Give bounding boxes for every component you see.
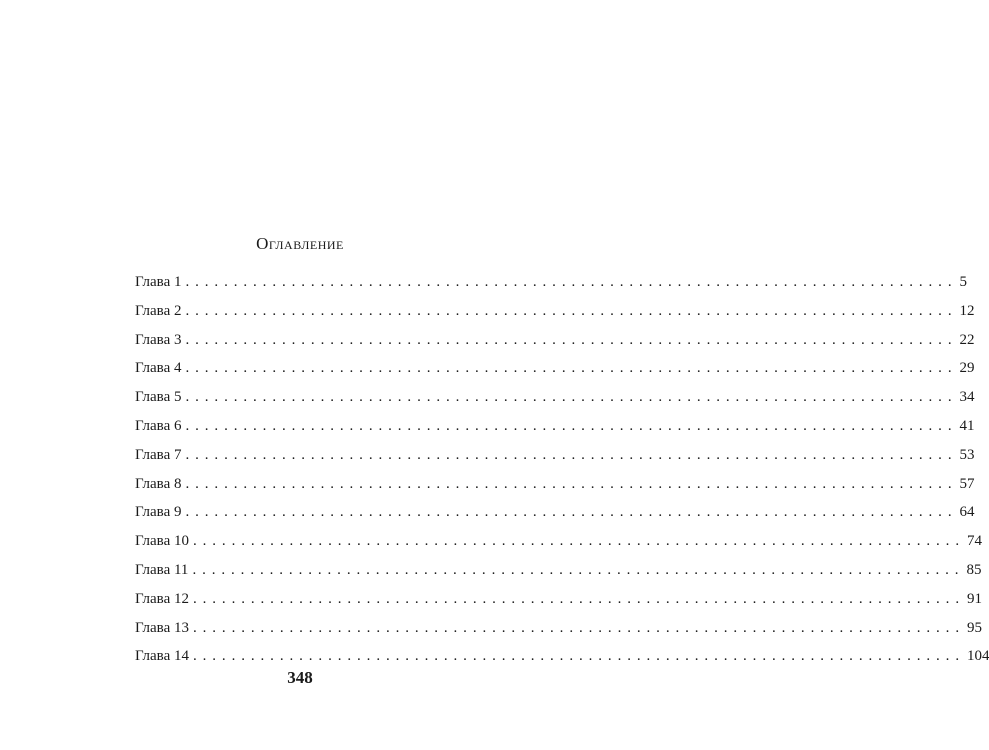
toc-entry[interactable] bbox=[135, 330, 975, 359]
toc-entry[interactable] bbox=[135, 618, 982, 647]
toc-entry-page: 74 bbox=[966, 533, 982, 550]
toc-entry-label: Глава 5 bbox=[135, 389, 182, 406]
dot-leader: ................................................................................ bbox=[185, 302, 958, 319]
toc-entry-label: Глава 14 bbox=[135, 648, 189, 665]
dot-leader: ................................................................................ bbox=[185, 504, 958, 521]
dot-leader: ................................................................................ bbox=[192, 648, 965, 665]
dot-leader: ................................................................................ bbox=[185, 446, 958, 463]
dot-leader: ................................................................................ bbox=[185, 274, 958, 290]
toc-entry[interactable] bbox=[135, 301, 975, 330]
toc-entry-label: Глава 1 bbox=[135, 274, 182, 290]
dot-leader: ................................................................................ bbox=[185, 360, 958, 377]
toc-list bbox=[135, 272, 989, 675]
toc-entry-page: 22 bbox=[959, 331, 975, 348]
dot-leader: ................................................................................ bbox=[185, 331, 958, 348]
toc-entry-page: 41 bbox=[959, 417, 975, 434]
toc-entry-page: 53 bbox=[959, 446, 975, 463]
toc-entry-label: Глава 2 bbox=[135, 302, 182, 319]
toc-title: Оглавление bbox=[256, 234, 344, 253]
toc-entry[interactable] bbox=[135, 272, 967, 301]
toc-entry-page: 64 bbox=[959, 504, 975, 521]
toc-entry[interactable] bbox=[135, 560, 982, 589]
toc-entry[interactable] bbox=[135, 531, 982, 560]
toc-entry[interactable] bbox=[135, 445, 975, 474]
toc-entry-page: 91 bbox=[966, 590, 982, 607]
toc-entry-label: Глава 7 bbox=[135, 446, 182, 463]
dot-leader: ................................................................................ bbox=[185, 475, 958, 492]
toc-entry-label: Глава 10 bbox=[135, 533, 189, 550]
dot-leader: ................................................................................ bbox=[185, 389, 958, 406]
toc-entry[interactable] bbox=[135, 474, 975, 503]
dot-leader: ................................................................................ bbox=[192, 590, 965, 607]
toc-entry-page: 85 bbox=[966, 561, 982, 578]
dot-leader: ................................................................................ bbox=[185, 417, 958, 434]
toc-entry[interactable] bbox=[135, 358, 975, 387]
toc-entry-label: Глава 9 bbox=[135, 504, 182, 521]
dot-leader: ................................................................................ bbox=[192, 533, 965, 550]
dot-leader: ................................................................................ bbox=[192, 619, 965, 636]
toc-entry-page: 34 bbox=[959, 389, 975, 406]
toc-entry-label: Глава 12 bbox=[135, 590, 189, 607]
toc-entry-label: Глава 3 bbox=[135, 331, 182, 348]
toc-entry-page: 29 bbox=[959, 360, 975, 377]
toc-entry-label: Глава 13 bbox=[135, 619, 189, 636]
toc-entry[interactable] bbox=[135, 502, 975, 531]
toc-entry-page: 57 bbox=[959, 475, 975, 492]
toc-entry-page: 104 bbox=[966, 648, 989, 665]
toc-entry[interactable] bbox=[135, 416, 975, 445]
dot-leader: ................................................................................ bbox=[192, 561, 965, 578]
toc-entry-label: Глава 6 bbox=[135, 417, 182, 434]
toc-entry[interactable] bbox=[135, 589, 982, 618]
page-number: 348 bbox=[287, 668, 313, 687]
toc-entry-label: Глава 4 bbox=[135, 360, 182, 377]
toc-entry-page: 12 bbox=[959, 302, 975, 319]
toc-entry-page: 5 bbox=[959, 274, 967, 290]
toc-entry-page: 95 bbox=[966, 619, 982, 636]
toc-entry-label: Глава 11 bbox=[135, 561, 189, 578]
toc-entry[interactable] bbox=[135, 387, 975, 416]
toc-entry-label: Глава 8 bbox=[135, 475, 182, 492]
